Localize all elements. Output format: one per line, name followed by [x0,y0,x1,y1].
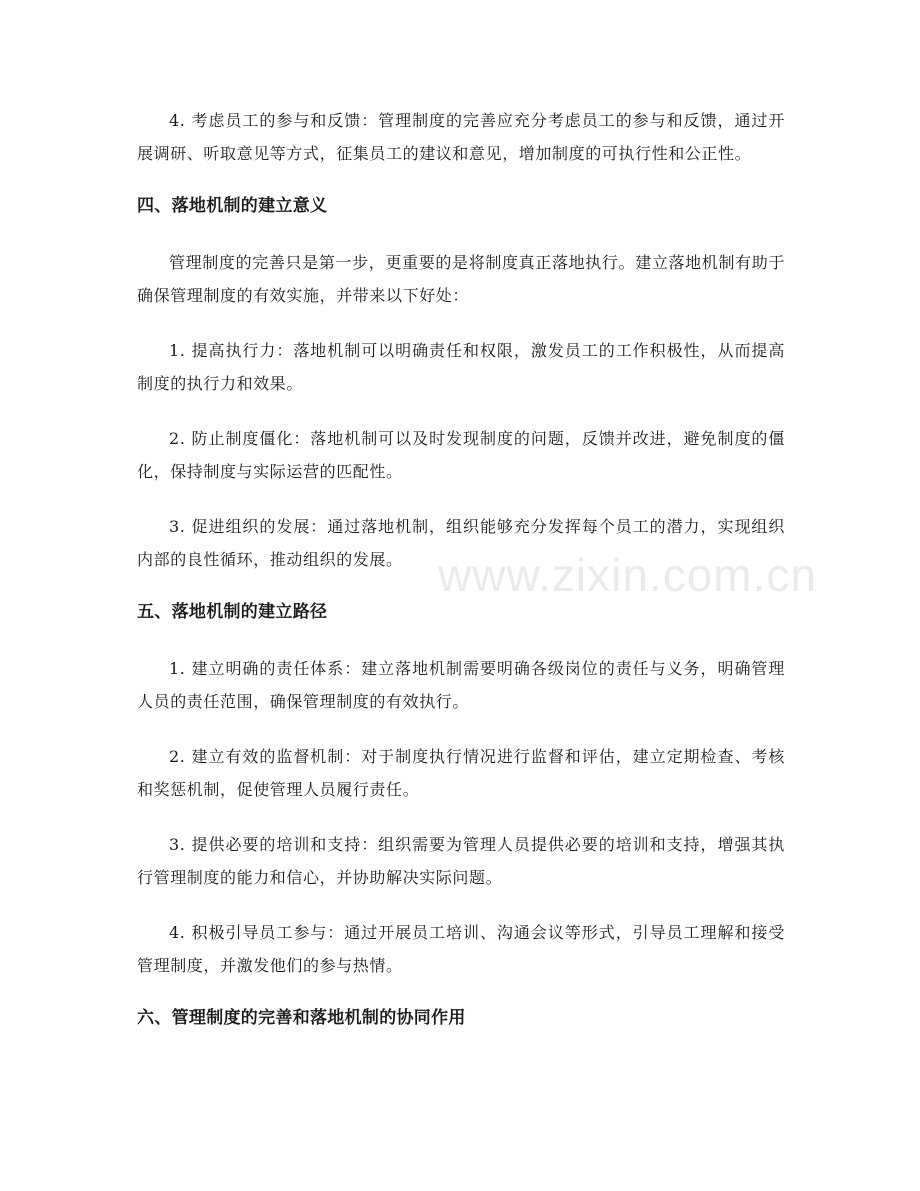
paragraph-consider-employee-feedback: 4. 考虑员工的参与和反馈：管理制度的完善应充分考虑员工的参与和反馈，通过开展调研、听取意见等方式，征集员工的建议和意见，增加制度的可执行性和公正性。 [137,111,785,163]
paragraph-benefit-2: 2. 防止制度僵化：落地机制可以及时发现制度的问题，反馈并改进，避免制度的僵化，保持制度与实际运营的匹配性。 [137,429,785,481]
section-heading-6: 六、管理制度的完善和落地机制的协同作用 [137,1008,466,1028]
paragraph-intro-implementation: 管理制度的完善只是第一步，更重要的是将制度真正落地执行。建立落地机制有助于确保管理制度的有效实施，并带来以下好处： [137,253,785,305]
paragraph-path-4: 4. 积极引导员工参与：通过开展员工培训、沟通会议等形式，引导员工理解和接受管理制度，并激发他们的参与热情。 [137,923,785,975]
document-body [137,104,785,1058]
watermark: www.zixin.com.cn [438,549,817,601]
section-heading-5: 五、落地机制的建立路径 [137,602,328,622]
paragraph-path-1: 1. 建立明确的责任体系：建立落地机制需要明确各级岗位的责任与义务，明确管理人员的责任范围，确保管理制度的有效执行。 [137,659,785,711]
paragraph-benefit-1: 1. 提高执行力：落地机制可以明确责任和权限，激发员工的工作积极性，从而提高制度的执行力和效果。 [137,341,785,393]
section-heading-4: 四、落地机制的建立意义 [137,196,328,216]
paragraph-path-3: 3. 提供必要的培训和支持：组织需要为管理人员提供必要的培训和支持，增强其执行管理制度的能力和信心，并协助解决实际问题。 [137,835,785,887]
paragraph-path-2: 2. 建立有效的监督机制：对于制度执行情况进行监督和评估，建立定期检查、考核和奖惩机制，促使管理人员履行责任。 [137,747,785,799]
paragraph-benefit-3: 3. 促进组织的发展：通过落地机制，组织能够充分发挥每个员工的潜力，实现组织内部的良性循环，推动组织的发展。 [137,517,785,569]
